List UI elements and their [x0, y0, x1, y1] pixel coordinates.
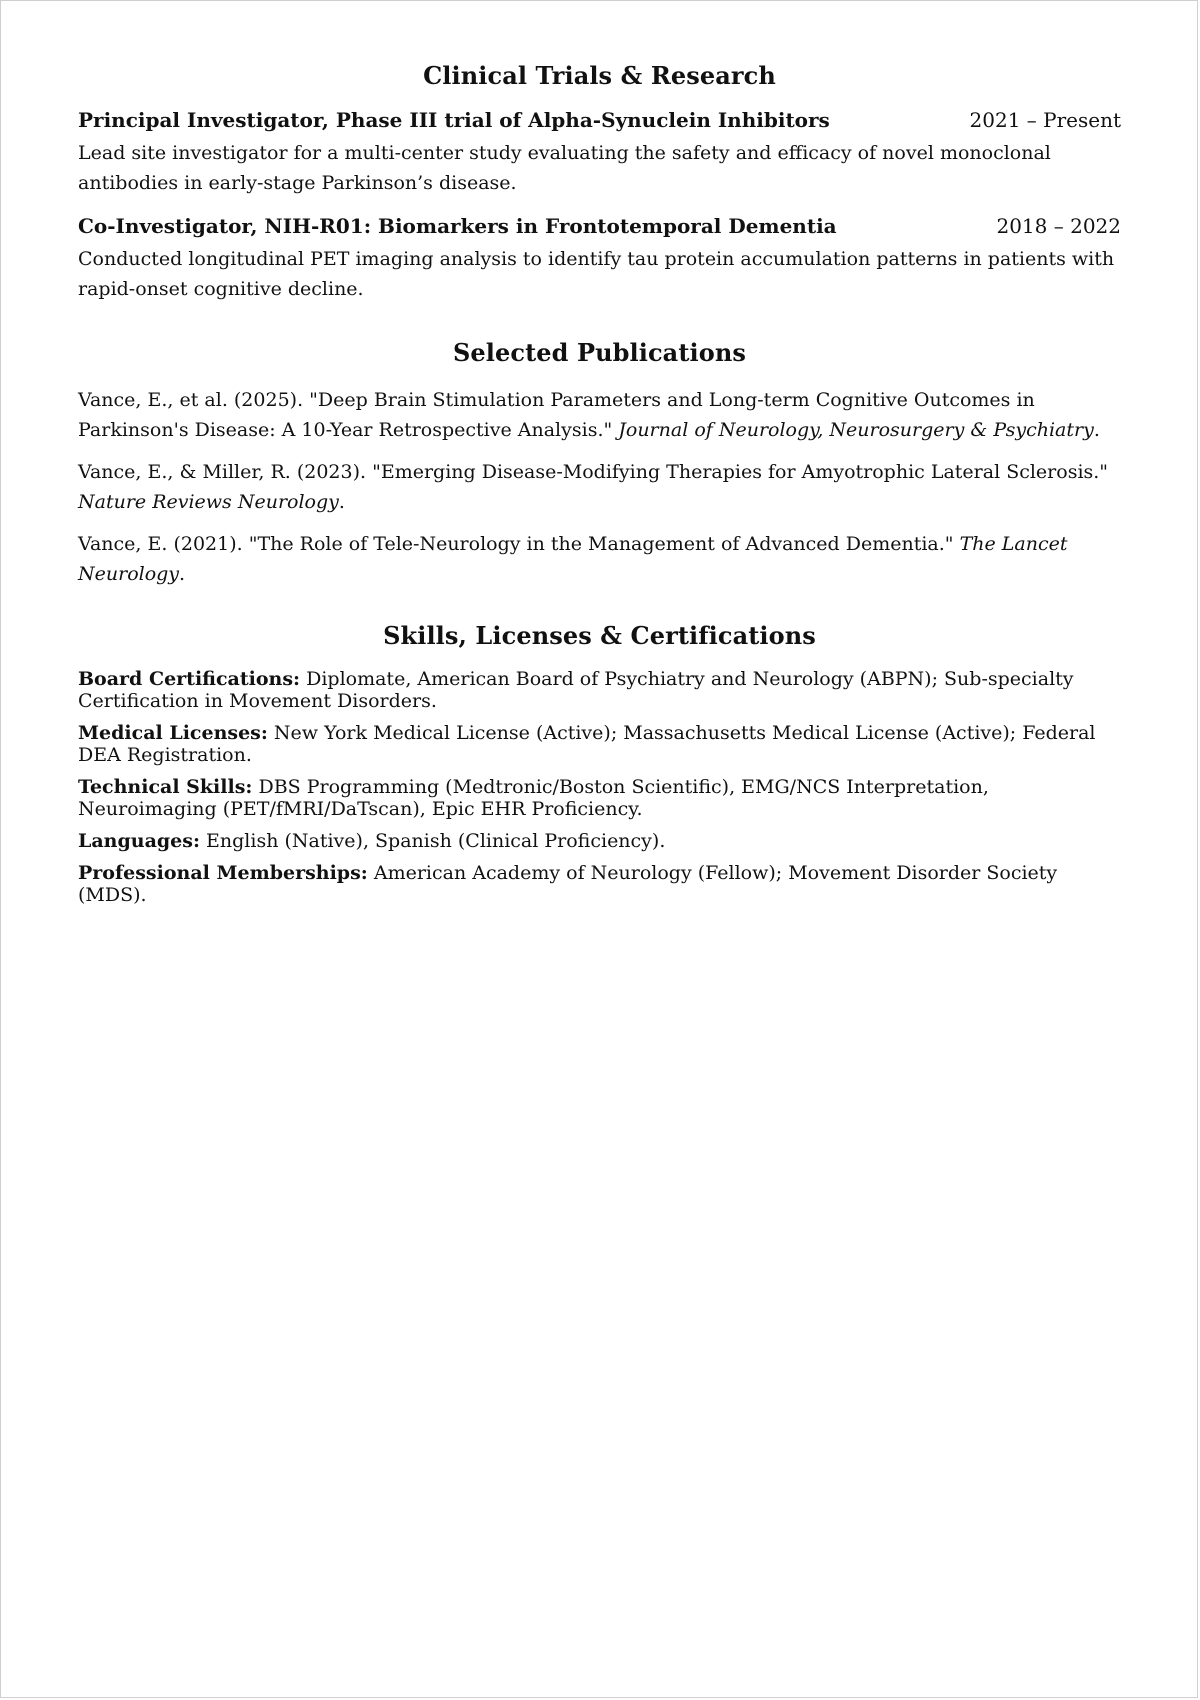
trial-entry — [78, 108, 1121, 198]
trial-title: Co-Investigator, NIH-R01: Biomarkers in Frontotemporal Dementia — [78, 214, 837, 238]
clinical-trials-section — [78, 61, 1121, 304]
skill-value: Diplomate, American Board of Psychiatry and Neurology (ABPN); Sub-specialty Certification in Movement Disorders. — [78, 668, 1074, 712]
skill-item-board-certifications — [78, 668, 1121, 712]
skill-item-technical-skills — [78, 776, 1121, 820]
publication-citation: Vance, E. (2021). "The Role of Tele-Neurology in the Management of Advanced Dementia." — [78, 533, 960, 555]
section-title-skills: Skills, Licenses & Certifications — [383, 621, 816, 650]
trial-entry — [78, 214, 1121, 304]
trial-description: Lead site investigator for a multi-center study evaluating the safety and efficacy of novel monoclonal antibodies in early-stage Parkinson’s disease. — [78, 142, 1051, 194]
publication-end: . — [1093, 419, 1100, 441]
publication-list — [78, 385, 1121, 589]
trial-description: Conducted longitudinal PET imaging analysis to identify tau protein accumulation patterns in patients with rapid-onset cognitive decline. — [78, 248, 1115, 300]
trial-header — [78, 214, 1121, 238]
skill-label: Board Certifications: — [78, 668, 301, 690]
trial-dates: 2018 – 2022 — [996, 214, 1121, 238]
publication-citation: Vance, E., et al. (2025). "Deep Brain Stimulation Parameters and Long-term Cognitive Outcomes in Parkinson's Disease: A 10-Year Retrospective Analysis." — [78, 389, 1035, 441]
publication-item — [78, 529, 1121, 589]
skill-item-professional-memberships — [78, 862, 1121, 906]
trial-dates: 2021 – Present — [969, 108, 1121, 132]
skill-label: Languages: — [78, 830, 200, 852]
section-title-publications: Selected Publications — [452, 338, 747, 367]
skill-value: English (Native), Spanish (Clinical Proficiency). — [199, 830, 666, 852]
skill-label: Professional Memberships: — [78, 862, 368, 884]
skill-value: DBS Programming (Medtronic/Boston Scientific), EMG/NCS Interpretation, Neuroimaging (PET/fMRI/DaTscan), Epic EHR Proficiency. — [78, 776, 989, 820]
skill-label: Medical Licenses: — [78, 722, 268, 744]
skill-value: New York Medical License (Active); Massachusetts Medical License (Active); Federal DEA Registration. — [78, 722, 1096, 766]
trial-header — [78, 108, 1121, 132]
publication-item — [78, 385, 1121, 445]
skill-value: American Academy of Neurology (Fellow); Movement Disorder Society (MDS). — [78, 862, 1058, 906]
publication-citation: Vance, E., & Miller, R. (2023). "Emerging Disease-Modifying Therapies for Amyotrophic Lateral Sclerosis." — [78, 461, 1109, 483]
skill-label: Technical Skills: — [78, 776, 253, 798]
skill-item-languages — [78, 830, 1121, 852]
section-title-clinical-trials: Clinical Trials & Research — [423, 61, 776, 90]
publication-item — [78, 457, 1121, 517]
publication-end: . — [338, 491, 345, 513]
publication-end: . — [179, 563, 186, 585]
skill-item-medical-licenses — [78, 722, 1121, 766]
publication-journal: Nature Reviews Neurology — [78, 491, 339, 513]
publications-section — [78, 338, 1121, 589]
skills-section — [78, 621, 1121, 906]
publication-journal: The Lancet Neurology — [78, 533, 1068, 585]
publication-journal: Journal of Neurology, Neurosurgery & Psychiatry — [618, 419, 1094, 441]
trial-title: Principal Investigator, Phase III trial of Alpha-Synuclein Inhibitors — [78, 108, 830, 132]
